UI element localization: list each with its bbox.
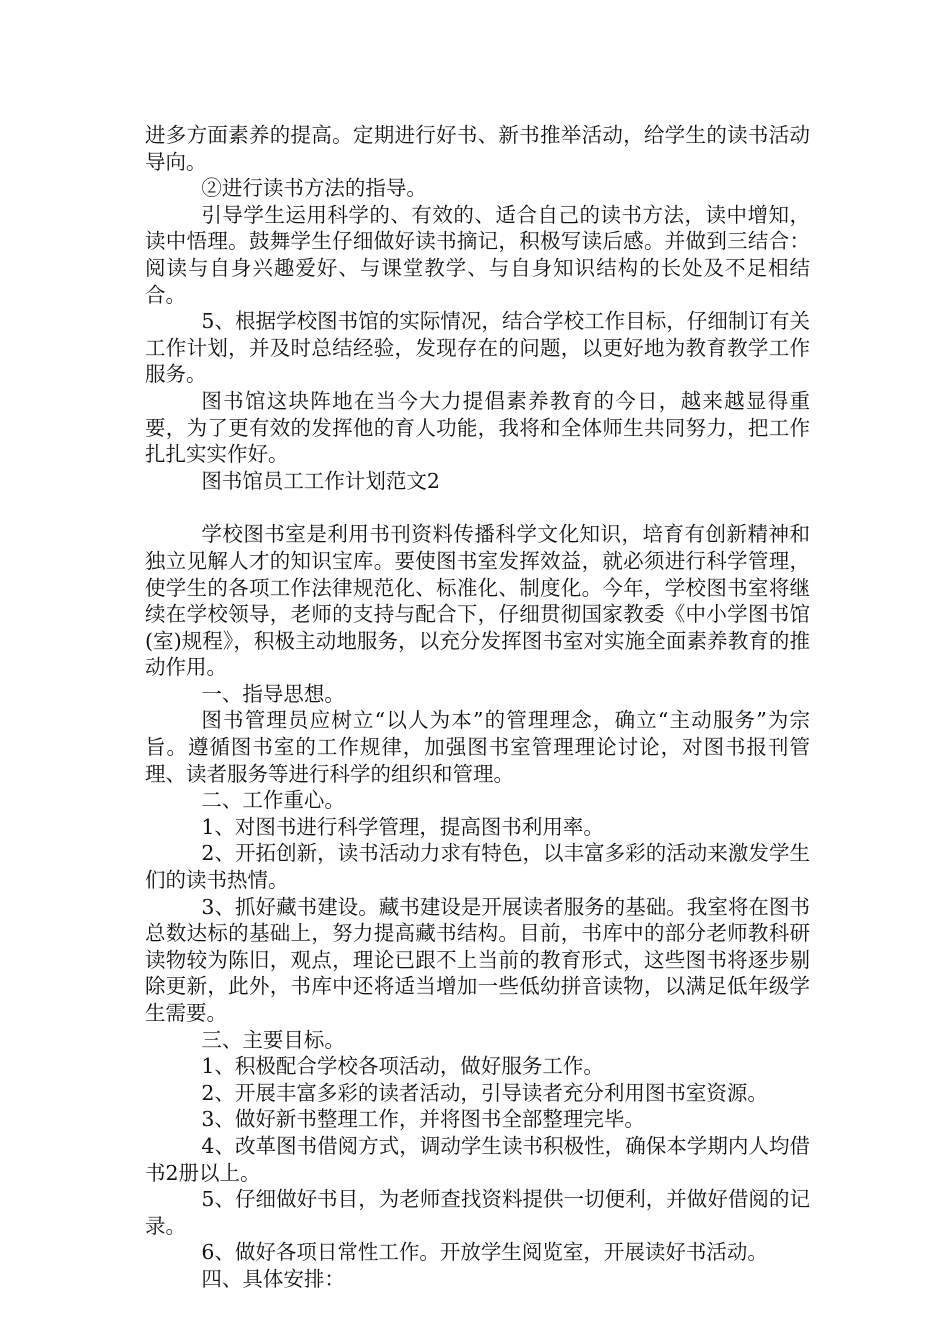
heading-work-focus: 二、工作重心。 — [201, 788, 345, 813]
paragraph-focus-2: 2、开拓创新，读书活动力求有特色，以丰富多彩的活动来激发学生们的读书热情。 — [145, 841, 810, 893]
paragraph-goal-2: 2、开展丰富多彩的读者活动，引导读者充分利用图书室资源。 — [201, 1080, 768, 1105]
blank-line — [145, 494, 810, 521]
paragraph-guiding-thought: 图书管理员应树立“以人为本”的管理理念，确立“主动服务”为宗旨。遵循图书室的工作规律，加强图书室管理理论讨论，对图书报刊管理、读者服务等进行科学的组织和管理。 — [145, 708, 810, 786]
heading-main-goals: 三、主要目标。 — [201, 1027, 345, 1052]
paragraph-goal-4: 4、改革图书借阅方式，调动学生读书积极性，确保本学期内人均借书2册以上。 — [145, 1133, 810, 1185]
section-title: 图书馆员工工作计划范文2 — [201, 468, 440, 493]
heading-guiding-thought: 一、指导思想。 — [201, 681, 345, 706]
paragraph-goal-5: 5、仔细做好书目，为老师查找资料提供一切便利，并做好借阅的记录。 — [145, 1187, 810, 1238]
paragraph-reading-method: 引导学生运用科学的、有效的、适合自己的读书方法，读中增知，读中悟理。鼓舞学生仔细做好读书摘记，积极写读后感。并做到三结合：阅读与自身兴趣爱好、与课堂教学、与自身知识结构的长处及不足相结合。 — [145, 202, 810, 307]
paragraph-goal-3: 3、做好新书整理工作，并将图书全部整理完毕。 — [201, 1107, 645, 1132]
paragraph-focus-1: 1、对图书进行科学管理，提高图书利用率。 — [201, 814, 604, 839]
paragraph-goal-6: 6、做好各项日常性工作。开放学生阅览室，开展读好书活动。 — [201, 1240, 768, 1265]
heading-specific-arrangements: 四、具体安排： — [201, 1266, 345, 1291]
paragraph-item-5-plan: 5、根据学校图书馆的实际情况，结合学校工作目标，仔细制订有关工作计划，并及时总结经验，发现存在的问题，以更好地为教育教学工作服务。 — [145, 309, 810, 387]
paragraph-continuation: 进多方面素养的提高。定期进行好书、新书推举活动，给学生的读书活动导向。 — [145, 123, 810, 174]
paragraph-closing: 图书馆这块阵地在当今大力提倡素养教育的今日，越来越显得重要，为了更有效的发挥他的育人功能，我将和全体师生共同努力，把工作扎扎实实作好。 — [145, 388, 810, 467]
paragraph-reading-method-heading: ②进行读书方法的指导。 — [201, 176, 427, 201]
document-body — [145, 122, 810, 1293]
paragraph-intro: 学校图书室是利用书刊资料传播科学文化知识，培育有创新精神和独立见解人才的知识宝库。要使图书室发挥效益，就必须进行科学管理，使学生的各项工作法律规范化、标准化、制度化。今年，学校图书室将继续在学校领导，老师的支持与配合下，仔细贯彻国家教委《中小学图书馆(室)规程》，积极主动地服务，以充分发挥图书室对实施全面素养教育的推动作用。 — [145, 522, 810, 680]
paragraph-goal-1: 1、积极配合学校各项活动，做好服务工作。 — [201, 1054, 604, 1079]
paragraph-focus-3: 3、抓好藏书建设。藏书建设是开展读者服务的基础。我室将在图书总数达标的基础上，努力提高藏书结构。目前，书库中的部分老师教科研读物较为陈旧，观点，理论已跟不上当前的教育形式，这些图书将逐步剔除更新，此外，书库中还将适当增加一些低幼拼音读物，以满足低年级学生需要。 — [145, 894, 810, 1025]
